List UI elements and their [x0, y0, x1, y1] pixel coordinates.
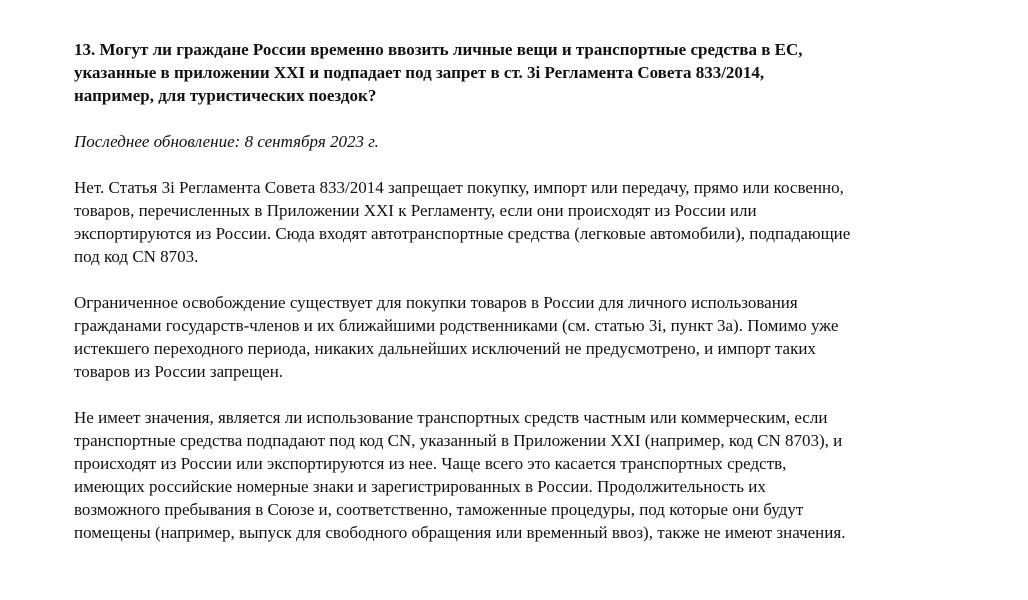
paragraph-line: под код CN 8703. [74, 247, 199, 266]
paragraph-line: возможного пребывания в Союзе и, соответственно, таможенные процедуры, под которые они будут [74, 500, 804, 519]
answer-paragraph-2 [74, 291, 954, 383]
paragraph-line: гражданами государств-членов и их ближайшими родственниками (см. статью 3i, пункт 3а). Помимо уже [74, 316, 839, 335]
question-line: 13. Могут ли граждане России временно ввозить личные вещи и транспортные средства в ЕС, [74, 40, 803, 59]
paragraph-line: товаров, перечисленных в Приложении XXI к Регламенту, если они происходят из России или [74, 201, 757, 220]
paragraph-line: экспортируются из России. Сюда входят автотранспортные средства (легковые автомобили), подпадающие [74, 224, 851, 243]
paragraph-line: Нет. Статья 3i Регламента Совета 833/2014 запрещает покупку, импорт или передачу, прямо или косвенно, [74, 178, 844, 197]
paragraph-line: Ограниченное освобождение существует для покупки товаров в России для личного использования [74, 293, 798, 312]
question-heading [74, 38, 954, 107]
paragraph-line: происходят из России или экспортируются из нее. Чаще всего это касается транспортных средств, [74, 454, 787, 473]
paragraph-line: Не имеет значения, является ли использование транспортных средств частным или коммерческим, если [74, 408, 828, 427]
answer-paragraph-1 [74, 176, 954, 268]
question-line: указанные в приложении XXI и подпадает под запрет в ст. 3i Регламента Совета 833/2014, [74, 63, 765, 82]
faq-entry [74, 38, 954, 567]
paragraph-line: транспортные средства подпадают под код CN, указанный в Приложении XXI (например, код CN 8703), и [74, 431, 843, 450]
answer-paragraph-3 [74, 406, 954, 544]
paragraph-line: помещены (например, выпуск для свободного обращения или временный ввоз), также не имеют значения. [74, 523, 846, 542]
last-updated-note: Последнее обновление: 8 сентября 2023 г. [74, 132, 379, 151]
paragraph-line: товаров из России запрещен. [74, 362, 284, 381]
paragraph-line: имеющих российские номерные знаки и зарегистрированных в России. Продолжительность их [74, 477, 766, 496]
question-line: например, для туристических поездок? [74, 86, 377, 105]
paragraph-line: истекшего переходного периода, никаких дальнейших исключений не предусмотрено, и импорт таких [74, 339, 816, 358]
